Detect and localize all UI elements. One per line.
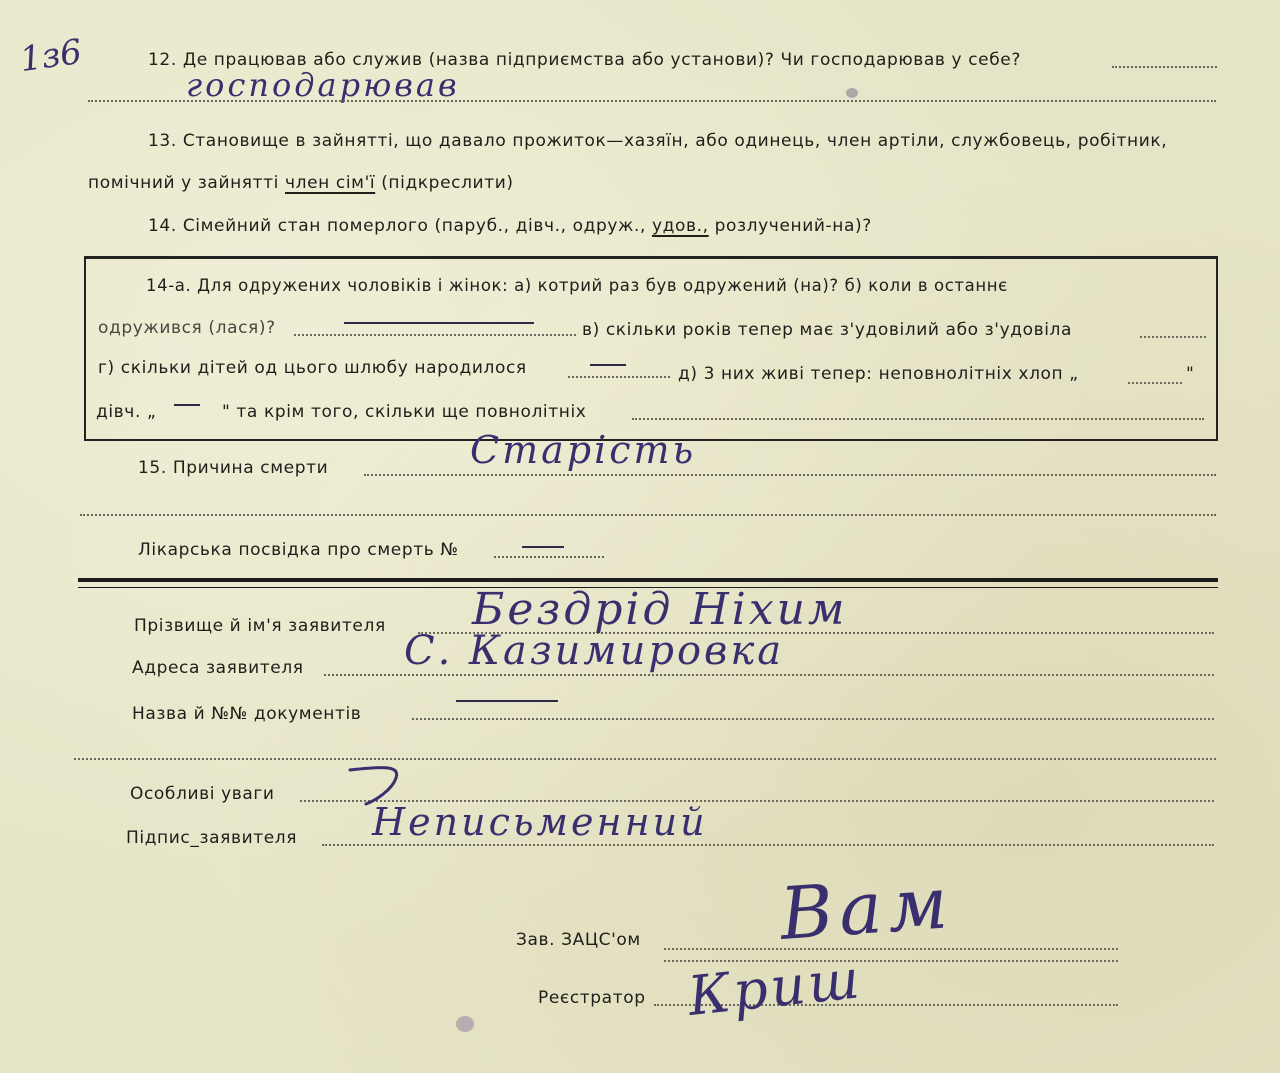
q14a-line1: 14-а. Для одружених чоловіків і жінок: а) котрий раз був одружений (на)? б) коли в останнє [146, 276, 1008, 295]
medical-dotted-line [494, 556, 604, 558]
applicant-docs-second-line [74, 758, 1216, 760]
q13-cont-suffix: (підкреслити) [381, 173, 514, 193]
head-signature: Вам [777, 860, 957, 956]
signature-line [322, 844, 1214, 846]
q14-label-prefix: 14. Сімейний стан померлого (паруб., дівч., одруж., [148, 216, 646, 236]
q12-label: 12. Де працював або служив (назва підприємства або установи)? Чи господарював у себе? [148, 50, 1021, 70]
signature-label: Підпис_заявителя [126, 828, 298, 848]
q15-dotted-line [364, 474, 1216, 476]
applicant-address-label: Адреса заявителя [132, 658, 304, 678]
q12-answer: господарював [186, 66, 460, 104]
applicant-docs-dash [456, 700, 558, 702]
q14a-line3-dash [590, 364, 626, 366]
medical-label: Лікарська посвідка про смерть № [138, 540, 459, 560]
medical-dash [522, 546, 564, 548]
section-divider-thick [78, 578, 1218, 582]
applicant-address-line [324, 674, 1214, 676]
registrar-signature: Криш [685, 947, 866, 1028]
q14a-line3-end-dots [1128, 382, 1182, 384]
q14a-line4-b: " та крім того, скільки ще повнолітніх [222, 402, 587, 422]
q14a-line2-end-dots [1140, 336, 1206, 338]
q14a-line3-b: д) 3 них живі тепер: неповнолітніх хлоп „ [678, 364, 1079, 384]
q12-answer-line [88, 100, 1216, 102]
head-label: Зав. ЗАЦС'ом [516, 930, 641, 950]
margin-note: 1з6 [17, 31, 85, 81]
q13-underlined-choice: член сім'ї [284, 173, 376, 193]
q15-label: 15. Причина смерти [138, 458, 329, 478]
notes-label: Особливі уваги [130, 784, 275, 804]
q14a-line2-dash [344, 322, 534, 324]
ink-smudge [846, 88, 858, 98]
q14a-line2-a: одружився (лася)? [98, 318, 276, 338]
q14a-line4-a: дівч. „ [96, 402, 157, 422]
applicant-signature: Неписьменний [372, 800, 708, 844]
applicant-docs-label: Назва й №№ документів [132, 704, 362, 724]
q15-second-line [80, 514, 1216, 516]
applicant-name-label: Прізвище й ім'я заявителя [134, 616, 386, 636]
applicant-docs-line [412, 718, 1214, 720]
q13-cont-prefix: помічний у зайнятті [88, 173, 279, 193]
q14-underlined-choice: удов., [651, 216, 709, 236]
q14a-line3-c: " [1186, 364, 1195, 384]
applicant-address-value: С. Казимировка [404, 628, 785, 674]
q14a-line4-dots [632, 418, 1204, 420]
registrar-label: Реєстратор [538, 988, 646, 1008]
applicant-name-value: Бездрід Ніхим [472, 584, 848, 635]
q14a-line4-dash [174, 404, 200, 406]
q14-label-suffix: розлучений-на)? [714, 216, 872, 236]
q14a-line3-a: г) скільки дітей од цього шлюбу народилося [98, 358, 527, 378]
q15-answer: Старість [470, 428, 697, 472]
q14a-line2-b: в) скільки років тепер має з'удовілий або з'удовіла [582, 320, 1073, 340]
ink-smudge [456, 1016, 474, 1032]
q14a-line2-dots [294, 334, 576, 336]
q13-label: 13. Становище в зайнятті, що давало прожиток—хазяїн, або одинець, член артіли, службовець, робітник, [148, 131, 1168, 151]
q13-continuation [88, 173, 514, 193]
q14a-line3-dots [568, 376, 670, 378]
q14-label [148, 216, 872, 236]
q12-dotted-line [1112, 66, 1217, 68]
